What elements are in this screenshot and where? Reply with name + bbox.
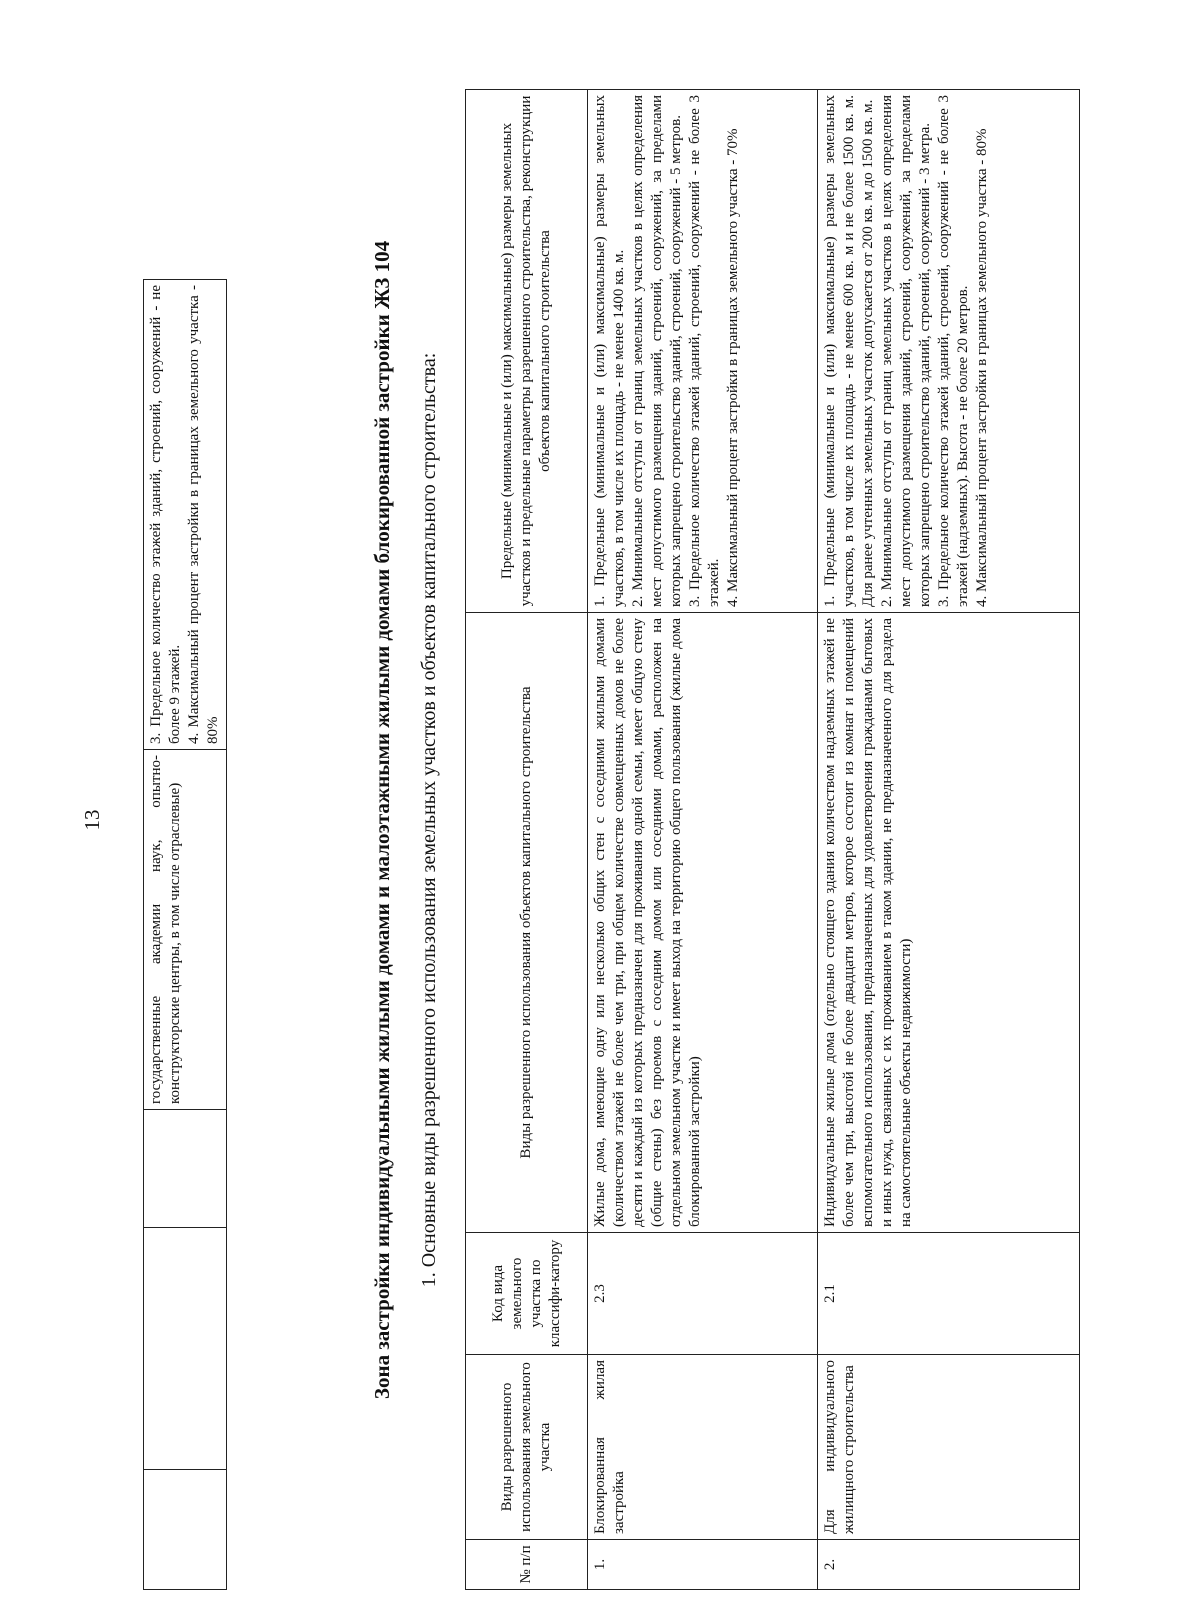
continuation-table [143, 279, 227, 1590]
header-params: Предельные (минимальные и (или) максимальные) размеры земельных участков и предельные параметры разрешенного строительства, реконструкции объектов капитального строительства [466, 90, 588, 613]
table-cell [144, 1228, 227, 1470]
table-cell [144, 1470, 227, 1590]
zone-uses-table [465, 89, 1080, 1590]
param-line: 2. Минимальные отступы от границ земельных участков в целях определения мест допустимого размещения зданий, строений, сооружений, за пределами которых запрещено строительство зданий, строений, сооружений - 5 метров. [630, 95, 684, 607]
header-num: № п/п [466, 1540, 588, 1590]
table-header-row [466, 90, 588, 1590]
param-line: 3. Предельное количество этажей зданий, строений, сооружений - не более 3 этажей. [687, 95, 722, 607]
row-land-use: Для индивидуального жилищного строительства [818, 1355, 1080, 1540]
param-line: 1. Предельные (минимальные и (или) максимальные) размеры земельных участков, в том числе их площадь - не менее 600 кв. м и не более 1500 кв. м. Для ранее учтенных земельных участок допускается от 200 кв. м до 1500 кв. м. [822, 95, 876, 607]
uses-cell: государственные академии наук, опытно-конструкторские центры, в том числе отраслевые) [144, 750, 227, 1110]
table-row [144, 280, 227, 1590]
header-capital-use: Виды разрешенного использования объектов капитального строительства [466, 613, 588, 1233]
page-number: 13 [80, 809, 104, 831]
table-row [818, 90, 1080, 1590]
table-row [588, 90, 818, 1590]
row-land-use: Блокированная жилая застройка [588, 1355, 818, 1540]
row-params [818, 90, 1080, 613]
param-line: 4. Максимальный процент застройки в границах земельного участка - 80% [186, 285, 221, 744]
section-subheading: 1. Основные виды разрешенного использования земельных участков и объектов капитального строительства: [418, 352, 440, 1288]
row-num: 2. [818, 1540, 1080, 1590]
header-land-use: Виды разрешенного использования земельного участка [466, 1355, 588, 1540]
row-code: 2.3 [588, 1233, 818, 1355]
row-code: 2.1 [818, 1233, 1080, 1355]
row-capital-use: Жилые дома, имеющие одну или несколько общих стен с соседними жилыми домами (количеством этажей не более чем три, при общем количестве совмещенных домов не более десяти и каждый из которых предназначен для проживания одной семьи, имеет общую стену (общие стены) без проемов с соседним домом или соседними домами, расположен на отдельном земельном участке и имеет выход на территорию общего пользования (жилые дома блокированной застройки) [588, 613, 818, 1233]
param-line: 1. Предельные (минимальные и (или) максимальные) размеры земельных участков, в том числе их площадь - не менее 1400 кв. м. [592, 95, 627, 607]
table-cell [144, 1110, 227, 1228]
row-params [588, 90, 818, 613]
zone-heading: Зона застройки индивидуальными жилыми домами и малоэтажными жилыми домами блокированной застройки ЖЗ 104 [370, 240, 394, 1400]
row-capital-use: Индивидуальные жилые дома (отдельно стоящего здания количеством надземных этажей не более чем три, высотой не более двадцати метров, которое состоит из комнат и помещений вспомогательного использования, предназначенных для удовлетворения гражданами бытовых и иных нужд, связанных с их проживанием в таком здании, не предназначенного для раздела на самостоятельные объекты недвижимости) [818, 613, 1080, 1233]
header-code: Код вида земельного участка по классифи-катору [466, 1233, 588, 1355]
param-line: 4. Максимальный процент застройки в границах земельного участка - 80% [974, 128, 990, 607]
param-line: 4. Максимальный процент застройки в границах земельного участка - 70% [725, 128, 741, 607]
params-cell [144, 280, 227, 750]
row-num: 1. [588, 1540, 818, 1590]
param-line: 2. Минимальные отступы от границ земельных участков в целях определения мест допустимого размещения зданий, строений, сооружений, за пределами которых запрещено строительство зданий, строений, сооружений - 3 метра. [879, 95, 933, 607]
param-line: 3. Предельное количество этажей зданий, строений, сооружений - не более 9 этажей. [148, 285, 183, 744]
param-line: 3. Предельное количество этажей зданий, строений, сооружений - не более 3 этажей (надземных). Высота - не более 20 метров. [936, 95, 971, 607]
rotated-document [70, 50, 1190, 1590]
